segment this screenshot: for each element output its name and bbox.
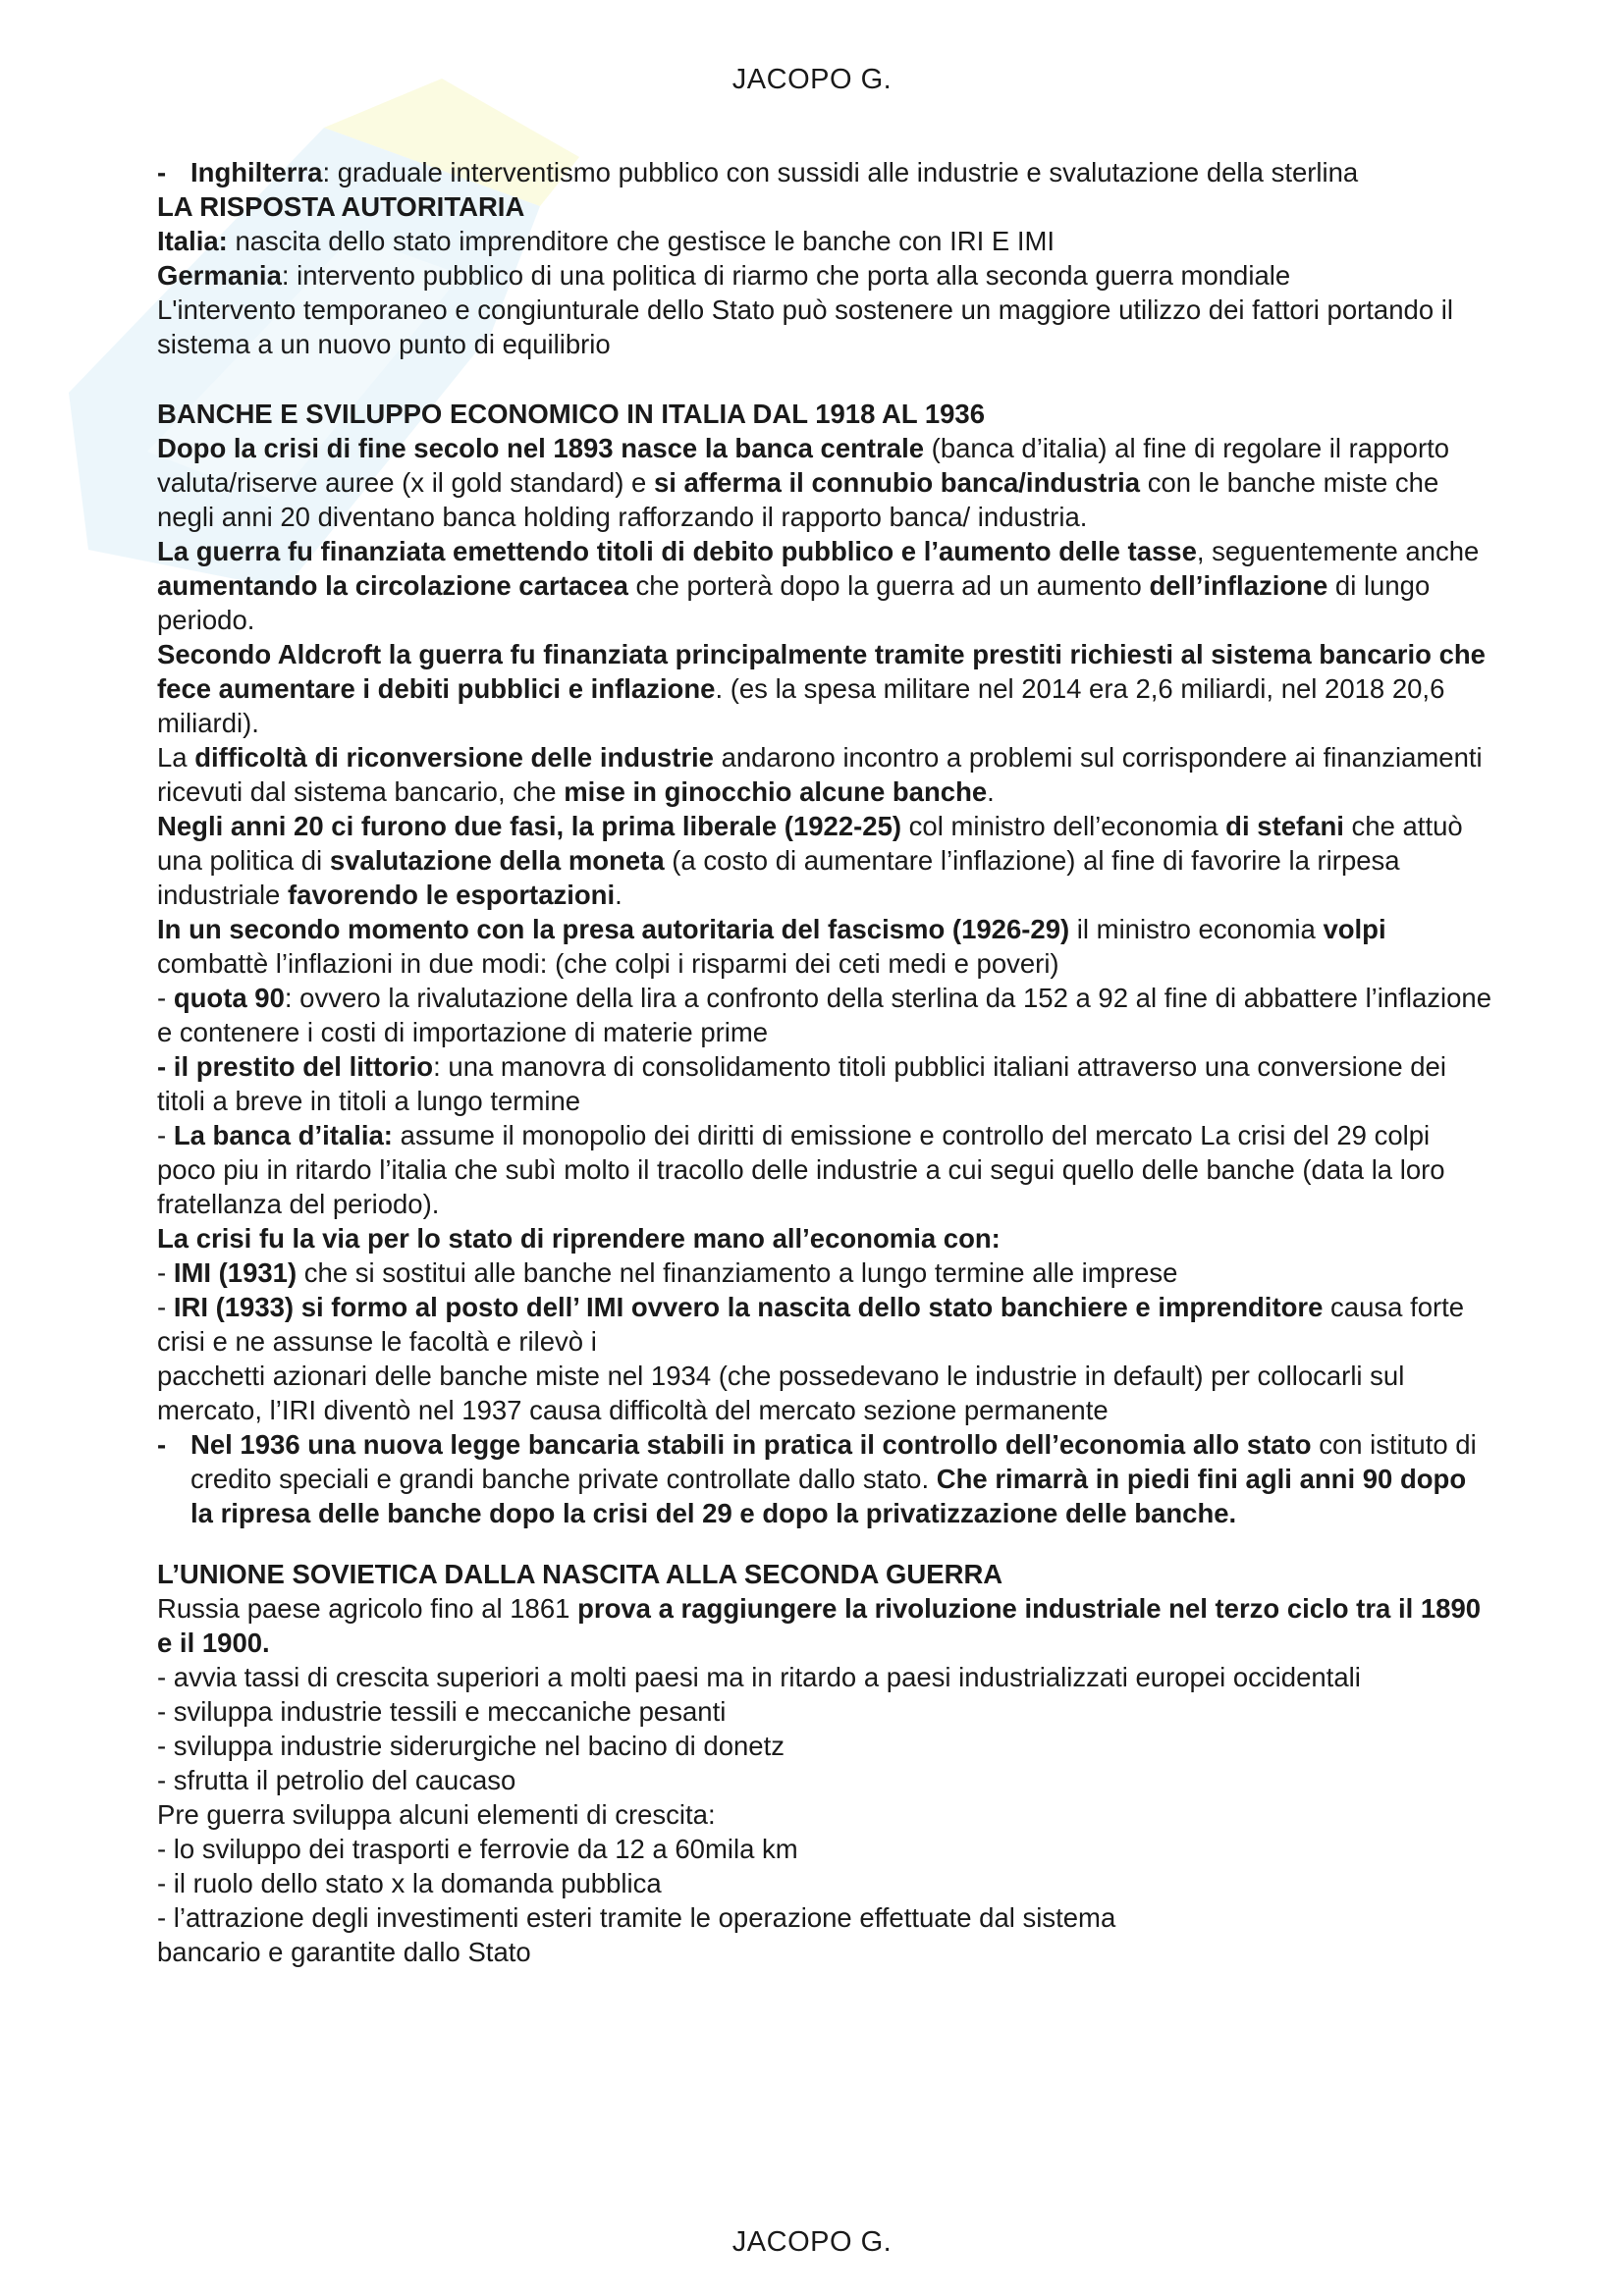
text-run: difficoltà di riconversione delle industrie (194, 742, 714, 773)
paragraph (157, 912, 1492, 981)
text-run: Che rimarrà in piedi fini agli anni 90 dopo la ripresa delle banche dopo la crisi del 29 e dopo la privatizzazione delle banche. (190, 1464, 1467, 1528)
paragraph (157, 1729, 1492, 1763)
dash-list-item (157, 155, 1492, 189)
text-run: - sfrutta il petrolio del caucaso (157, 1765, 516, 1795)
text-run: - il ruolo dello stato x la domanda pubblica (157, 1868, 662, 1898)
text-run: Dopo la crisi di fine secolo nel 1893 nasce la banca centrale (157, 433, 925, 463)
page-footer: JACOPO G. (731, 2226, 893, 2258)
text-run: - il prestito del littorio (157, 1051, 434, 1082)
text-run: dell’inflazione (1149, 570, 1328, 601)
text-run: svalutazione della moneta (329, 845, 665, 876)
text-run: andarono incontro a problemi sul corrispondere ai finanziamenti ricevuti dal sistema bancario, che (157, 742, 1483, 807)
paragraph (157, 1694, 1492, 1729)
text-run: causa forte crisi e ne assunse le facoltà e rilevò i (157, 1292, 1465, 1357)
text-run: nascita dello stato imprenditore che gestisce le banche con IRI E IMI (227, 226, 1056, 256)
paragraph (157, 534, 1492, 637)
text-run: favorendo le esportazioni (288, 880, 616, 910)
paragraph (157, 1118, 1492, 1221)
text-run: Negli anni 20 ci furono due fasi, la prima liberale (1922-25) (157, 811, 902, 841)
text-run: Inghilterra (190, 157, 323, 187)
text-run: - (157, 1257, 174, 1288)
paragraph (157, 1763, 1492, 1797)
text-run: Germania (157, 260, 282, 291)
text-run: quota 90 (173, 983, 285, 1013)
paragraph (157, 1660, 1492, 1694)
text-run: La guerra fu finanziata emettendo titoli di debito pubblico e l’aumento delle tasse (157, 536, 1197, 566)
section-heading: L’UNIONE SOVIETICA DALLA NASCITA ALLA SECONDA GUERRA (157, 1559, 1003, 1589)
text-run: mise in ginocchio alcune banche (564, 776, 988, 807)
paragraph (157, 740, 1492, 809)
spacer (157, 361, 1492, 397)
paragraph (157, 1900, 1492, 1935)
text-run: (banca d’italia) al fine di regolare il rapporto valuta/riserve auree (x il gold standard) e (157, 433, 1450, 498)
text-run: il ministro economia (1069, 914, 1324, 944)
text-run: IMI (1931) (173, 1257, 298, 1288)
text-run: In un secondo momento con la presa autoritaria del fascismo (1926-29) (157, 914, 1070, 944)
text-run: si afferma il connubio banca/industria (653, 467, 1141, 498)
text-run: La banca d’italia: (173, 1120, 393, 1150)
dash-bullet-icon: - (157, 1429, 167, 1460)
paragraph (157, 431, 1492, 534)
text-run: : una manovra di consolidamento titoli pubblici italiani attraverso una conversione dei titoli a breve in titoli a lungo termine (157, 1051, 1446, 1116)
paragraph (157, 1935, 1492, 1969)
text-run: col ministro dell’economia (901, 811, 1226, 841)
text-run: assume il monopolio dei diritti di emissione e controllo del mercato La crisi del 29 colpi poco piu in ritardo l’italia che subì molto il tracollo delle industrie a cui segui quello delle banche (data la loro fratellanza del periodo). (157, 1120, 1445, 1219)
text-run: che si sostitui alle banche nel finanziamento a lungo termine alle imprese (297, 1257, 1178, 1288)
page-header: JACOPO G. (731, 64, 893, 95)
text-run: di lungo periodo. (157, 570, 1431, 635)
paragraph (157, 258, 1492, 293)
paragraph (157, 637, 1492, 740)
dash-item-text (190, 155, 1492, 189)
paragraph (157, 1797, 1492, 1832)
paragraph (157, 1359, 1492, 1427)
text-run: Russia paese agricolo fino al 1861 (157, 1593, 578, 1624)
text-run: - avvia tassi di crescita superiori a molti paesi ma in ritardo a paesi industrializzati europei occidentali (157, 1662, 1361, 1692)
section-heading: LA RISPOSTA AUTORITARIA (157, 191, 525, 222)
text-run: . (615, 880, 623, 910)
text-run: - sviluppa industrie tessili e meccaniche pesanti (157, 1696, 727, 1727)
text-run: . (es la spesa militare nel 2014 era 2,6 miliardi, nel 2018 20,6 miliardi). (157, 673, 1445, 738)
paragraph (157, 1866, 1492, 1900)
text-run: , seguentemente anche (1196, 536, 1480, 566)
paragraph (157, 293, 1492, 361)
text-run: Nel 1936 una nuova legge bancaria stabili in pratica il controllo dell’economia allo stato (190, 1429, 1312, 1460)
text-run: (a costo di aumentare l’inflazione) al fine di favorire la rirpesa industriale (157, 845, 1400, 910)
text-run: prova a raggiungere la rivoluzione industriale nel terzo ciclo tra il 1890 e il 1900. (157, 1593, 1482, 1658)
document-body (157, 155, 1492, 1969)
text-run: pacchetti azionari delle banche miste nel 1934 (che possedevano le industrie in default) per collocarli sul mercato, l’IRI diventò nel 1937 causa difficoltà del mercato sezione permanente (157, 1361, 1405, 1425)
text-run: con istituto di credito speciali e grandi banche private controllate dallo stato. (190, 1429, 1477, 1494)
section-heading: BANCHE E SVILUPPO ECONOMICO IN ITALIA DAL 1918 AL 1936 (157, 399, 985, 429)
paragraph (157, 1255, 1492, 1290)
dash-bullet-icon: - (157, 157, 167, 187)
text-run: con le banche miste che negli anni 20 diventano banca holding rafforzando il rapporto banca/ industria. (157, 467, 1439, 532)
dash-list-item (157, 1427, 1492, 1530)
text-run: IRI (1933) si formo al posto dell’ IMI ovvero la nascita dello stato banchiere e imprenditore (173, 1292, 1324, 1322)
paragraph (157, 1290, 1492, 1359)
paragraph (157, 224, 1492, 258)
text-run: - l’attrazione degli investimenti esteri tramite le operazione effettuate dal sistema (157, 1902, 1116, 1933)
text-run: La (157, 742, 195, 773)
text-run: - sviluppa industrie siderurgiche nel bacino di donetz (157, 1731, 785, 1761)
text-run: . (987, 776, 995, 807)
paragraph (157, 1221, 1492, 1255)
text-run: L'intervento temporaneo e congiunturale dello Stato può sostenere un maggiore utilizzo dei fattori portando il sistema a un nuovo punto di equilibrio (157, 294, 1453, 359)
text-run: di stefani (1225, 811, 1344, 841)
text-run: - (157, 983, 174, 1013)
text-run: volpi (1323, 914, 1386, 944)
text-run: che attuò una politica di (157, 811, 1463, 876)
paragraph (157, 981, 1492, 1049)
text-run: Pre guerra sviluppa alcuni elementi di crescita: (157, 1799, 716, 1830)
text-run: - (157, 1292, 174, 1322)
text-run: Secondo Aldcroft la guerra fu finanziata principalmente tramite prestiti richiesti al sistema bancario che fece aumentare i debiti pubblici e inflazione (157, 639, 1486, 704)
text-run: - lo sviluppo dei trasporti e ferrovie da 12 a 60mila km (157, 1834, 798, 1864)
text-run: che porterà dopo la guerra ad un aumento (627, 570, 1150, 601)
dash-item-text (190, 1427, 1492, 1530)
text-run: Italia: (157, 226, 228, 256)
paragraph (157, 809, 1492, 912)
text-run: : ovvero la rivalutazione della lira a confronto della sterlina da 152 a 92 al fine di abbattere l’inflazione e contenere i costi di importazione di materie prime (157, 983, 1491, 1047)
text-run: combattè l’inflazioni in due modi: (che colpi i risparmi dei ceti medi e poveri) (157, 948, 1059, 979)
text-run: aumentando la circolazione cartacea (157, 570, 628, 601)
paragraph (157, 1832, 1492, 1866)
paragraph (157, 1591, 1492, 1660)
text-run: - (157, 1120, 174, 1150)
text-run: : graduale interventismo pubblico con sussidi alle industrie e svalutazione della sterlina (322, 157, 1359, 187)
text-run: : intervento pubblico di una politica di riarmo che porta alla seconda guerra mondiale (281, 260, 1291, 291)
text-run: La crisi fu la via per lo stato di riprendere mano all’economia con: (157, 1223, 1001, 1254)
text-run: bancario e garantite dallo Stato (157, 1937, 531, 1967)
paragraph (157, 1049, 1492, 1118)
spacer (157, 1530, 1492, 1557)
